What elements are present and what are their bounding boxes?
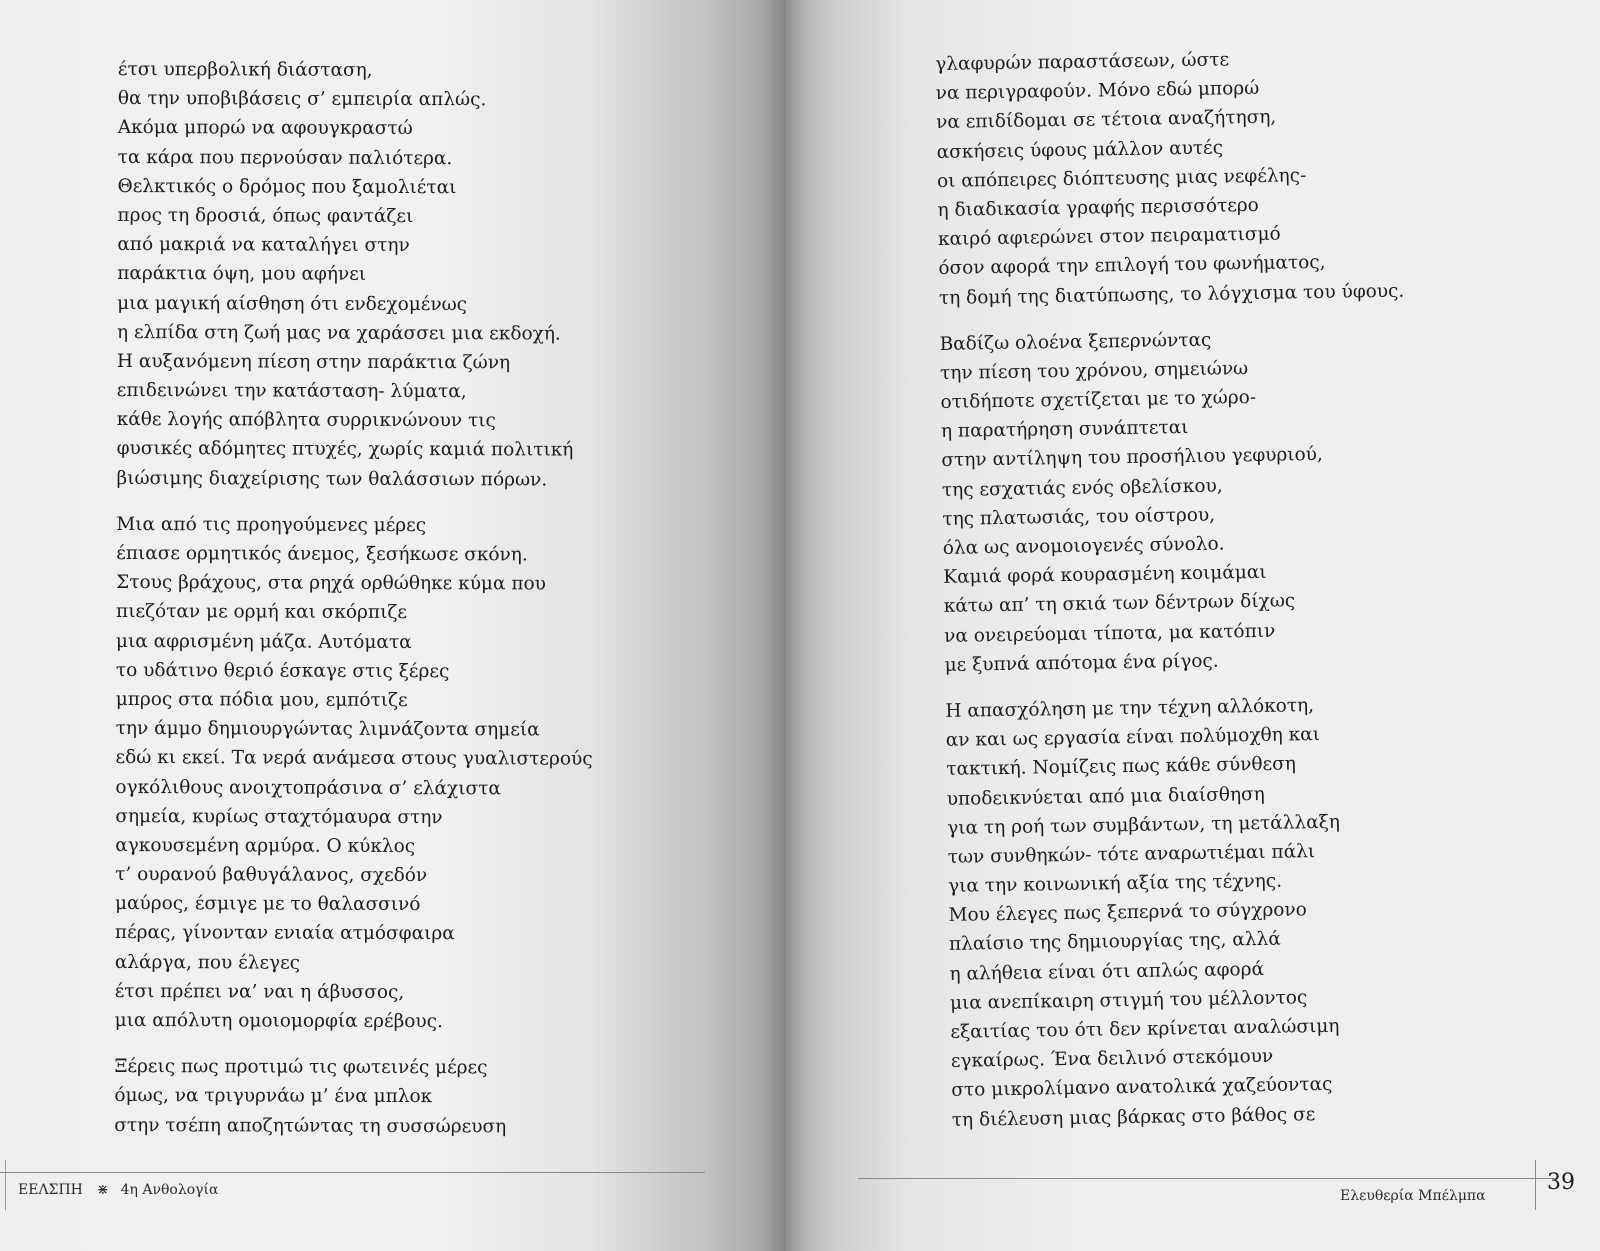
poem-line: το υδάτινο θεριό έσκαγε στις ξέρες (115, 659, 450, 682)
poem-line: Βαδίζω ολοένα ξεπερνώντας (939, 329, 1212, 355)
poem-line: στο μικρολίμανο ανατολικά χαζεύοντας (951, 1074, 1333, 1102)
poem-line: έτσι υπερβολική διάσταση, (117, 58, 373, 81)
poem-line: εδώ κι εκεί. Τα νερά ανάμεσα στους γυαλιστερούς (115, 747, 593, 770)
poem-line: τ’ ουρανού βαθυγάλανος, σχεδόν (115, 864, 428, 887)
poem-line: όμως, να τριγυρνάω μ’ ένα μπλοκ (114, 1085, 433, 1108)
poem-line: τη διέλευση μιας βάρκας στο βάθος σε (951, 1103, 1316, 1131)
poem-line: της πλατωσιάς, του οίστρου, (942, 504, 1216, 530)
poem-line: Μου έλεγες πως ξεπερνά το σύγχρονο (948, 899, 1308, 927)
poem-line: προς τη δροσιά, όπως φαντάζει (117, 204, 414, 227)
poem-line: μια απόλυτη ομοιομορφία ερέβους. (114, 1009, 443, 1033)
poem-line: εξαιτίας του ότι δεν κρίνεται αναλώσιμη (950, 1015, 1340, 1043)
poem-line: οι απόπειρες διόπτευσης μιας νεφέλης- (936, 164, 1307, 192)
poem-line: η αλήθεια είναι ότι απλώς αφορά (949, 958, 1265, 985)
poem-line: πέρας, γίνονταν ενιαία ατμόσφαιρα (114, 922, 455, 945)
poem-line: Μια από τις προηγούμενες μέρες (116, 513, 427, 536)
poem-line: της εσχατιάς ενός οβελίσκου, (941, 475, 1223, 501)
poem-line: από μακριά να καταλήγει στην (117, 234, 410, 257)
poem-line: Η αυξανόμενη πίεση στην παράκτια ζώνη (116, 350, 511, 374)
poem-line: την άμμο δημιουργώντας λιμνάζοντα σημεία (115, 718, 540, 741)
poem-line: τακτική. Νομίζεις πως κάθε σύνθεση (946, 753, 1297, 781)
poem-line: μπρος στα πόδια μου, εμπότιζε (115, 688, 408, 711)
poem-line: κάθε λογής απόβλητα συρρικνώνουν τις (116, 409, 496, 432)
poem-line: να επιδίδομαι σε τέτοια αναζήτηση, (935, 107, 1277, 134)
poem-line: Η απασχόληση με την τέχνη αλλόκοτη, (945, 695, 1315, 722)
poem-line: μια μαγική αίσθηση ότι ενδεχομένως (117, 292, 468, 315)
poem-line: στην αντίληψη του προσήλιου γεφυριού, (941, 444, 1324, 472)
anthology-publisher: ΕΕΛΣΠΗ (18, 1182, 83, 1198)
left-footer-rule (0, 1172, 705, 1173)
poem-line: σημεία, κυρίως σταχτόμαυρα στην (115, 805, 443, 828)
poem-line: πλαίσιο της δημιουργίας της, αλλά (948, 929, 1281, 956)
poem-line: για την κοινωνική αξία της τέχνης. (947, 870, 1283, 897)
poem-line: Καμιά φορά κουρασμένη κοιμάμαι (943, 562, 1267, 589)
poem-line: να περιγραφούν. Μόνο εδώ μπορώ (935, 78, 1260, 105)
poem-line: Ξέρεις πως προτιμώ τις φωτεινές μέρες (114, 1056, 488, 1079)
poem-line: κάτω απ’ τη σκιά των δέντρων δίχως (943, 590, 1296, 618)
poem-line: Θελκτικός ο δρόμος που ξαμολιέται (117, 175, 457, 198)
poem-line: να ονειρεύομαι τίποτα, μα κατόπιν (944, 620, 1276, 647)
poem-line: μια ανεπίκαιρη στιγμή του μέλλοντος (949, 987, 1308, 1014)
poem-line: η ελπίδα στη ζωή μας να χαράσσει μια εκδοχή. (116, 321, 561, 345)
poem-line: βιώσιμης διαχείρισης των θαλάσσιων πόρων. (116, 467, 548, 491)
stanza-gap (116, 493, 593, 512)
poem-line: έπιασε ορμητικός άνεμος, ξεσήκωσε σκόνη. (116, 542, 528, 566)
book-gutter (762, 0, 808, 1251)
right-page-poem (935, 43, 1417, 1135)
poem-line: την πίεση του χρόνου, σημειώνω (939, 357, 1249, 384)
poem-line: εγκαίρως. Ένα δειλινό στεκόμουν (950, 1046, 1274, 1073)
poem-line: υποδεικνύεται από μια διαίσθηση (946, 783, 1265, 810)
poem-line: μαύρος, έσμιγε με το θαλασσινό (115, 893, 421, 916)
poem-line: θα την υποβιβάσεις σ’ εμπειρία απλώς. (117, 88, 487, 111)
poem-line: μια αφρισμένη μάζα. Αυτόματα (115, 630, 412, 653)
poem-line: ασκήσεις ύφους μάλλον αυτές (936, 137, 1224, 163)
poem-line: η διαδικασία γραφής περισσότερο (937, 194, 1260, 221)
poem-line: τη δομή της διατύπωσης, το λόγχισμα του ύφους. (938, 280, 1405, 309)
poem-line: ογκόλιθους ανοιχτοπράσινα σ’ ελάχιστα (115, 776, 501, 799)
asterism-icon: ⋇ (96, 1182, 109, 1198)
left-footer (18, 1182, 218, 1198)
poem-line: γλαφυρών παραστάσεων, ώστε (935, 49, 1230, 75)
right-footer-rule (858, 1178, 1558, 1179)
poem-line: καιρό αφιερώνει στον πειραματισμό (937, 223, 1281, 251)
poem-line: Ακόμα μπορώ να αφουγκραστώ (117, 117, 413, 140)
stanza-gap (115, 1035, 592, 1054)
anthology-title: 4η Ανθολογία (120, 1182, 219, 1198)
poem-line: για τη ροή των συμβάντων, τη μετάλλαξη (947, 811, 1341, 839)
poem-line: αν και ως εργασία είναι πολύμοχθη και (945, 724, 1321, 752)
poem-line: η παρατήρηση συνάπτεται (940, 417, 1189, 443)
poem-line: με ξυπνά απότομα ένα ρίγος. (944, 650, 1219, 676)
poem-line: όσον αφορά την επιλογή του φωνήματος, (938, 252, 1326, 280)
poem-line: παράκτια όψη, μου αφήνει (117, 263, 367, 286)
poem-line: αγκουσεμένη αρμύρα. Ο κύκλος (115, 834, 416, 857)
poem-line: στην τσέπη αποζητώντας τη συσσώρευση (114, 1114, 507, 1137)
poem-line: όλα ως ανομοιογενές σύνολο. (942, 533, 1225, 559)
poem-line: Στους βράχους, στα ρηχά ορθώθηκε κύμα που (116, 572, 546, 595)
poem-line: φυσικές αδόμητες πτυχές, χωρίς καμιά πολιτική (116, 438, 574, 462)
poem-line: των συνθηκών- τότε αναρωτιέμαι πάλι (947, 841, 1316, 868)
poem-line: πιεζόταν με ορμή και σκόρπιζε (116, 601, 408, 624)
page-number: 39 (1547, 1170, 1575, 1195)
poem-line: τα κάρα που περνούσαν παλιότερα. (117, 146, 453, 169)
poem-line: έτσι πρέπει να’ ναι η άβυσσος, (114, 980, 405, 1003)
author-name: Ελευθερία Μπέλμπα (1340, 1188, 1486, 1204)
poem-line: επιδεινώνει την κατάσταση- λύματα, (116, 380, 467, 403)
poem-line: οτιδήποτε σχετίζεται με το χώρο- (940, 387, 1257, 414)
poem-line: αλάργα, που έλεγες (114, 951, 301, 974)
left-page-poem (114, 55, 595, 1141)
right-footer-divider (1535, 1160, 1536, 1210)
left-footer-divider (5, 1160, 6, 1210)
